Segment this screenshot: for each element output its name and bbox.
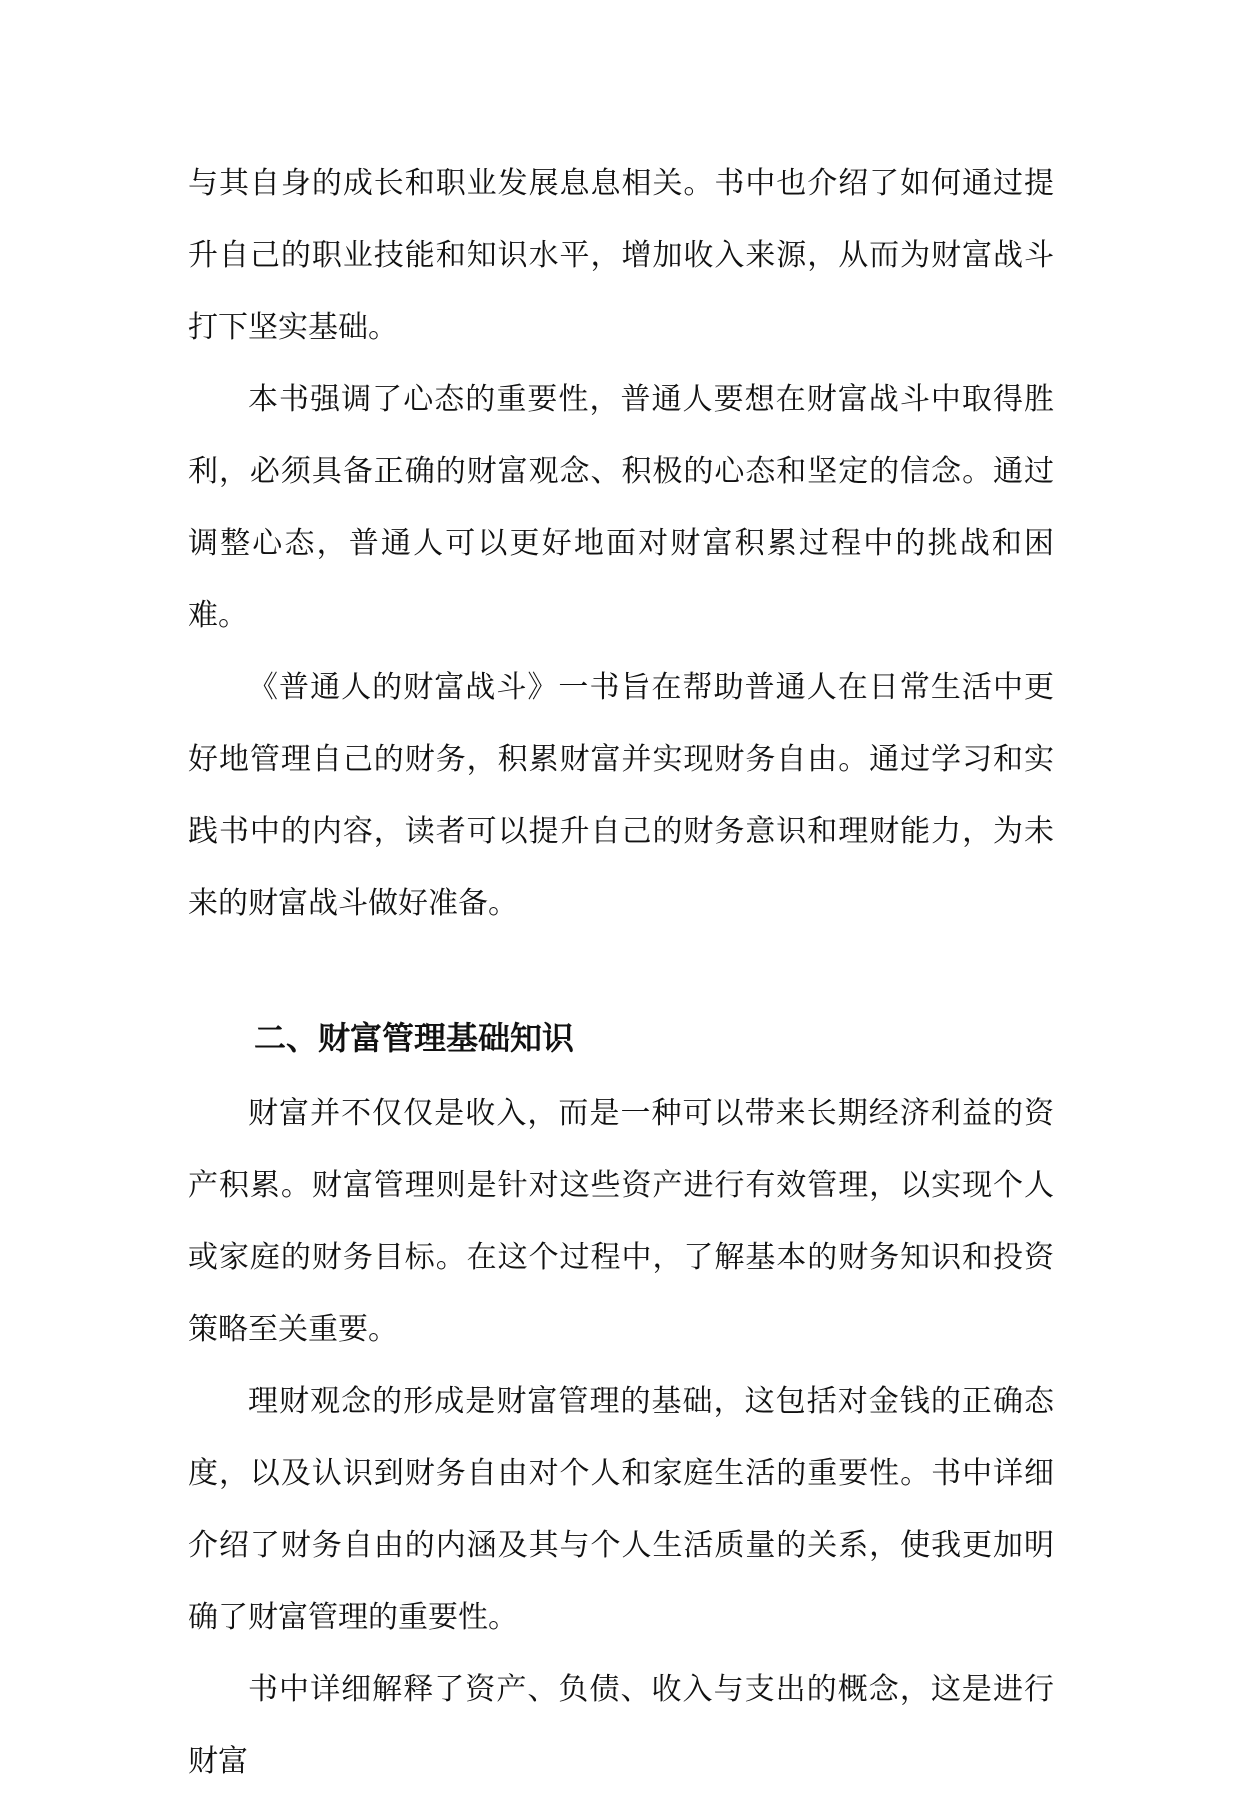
paragraph-book-purpose: 《普通人的财富战斗》一书旨在帮助普通人在日常生活中更好地管理自己的财务，积累财富并实现财务自由。通过学习和实践书中的内容，读者可以提升自己的财务意识和理财能力，为未来的财富战斗做好准备。: [188, 670, 1054, 921]
section-heading: 二、财富管理基础知识: [254, 1019, 575, 1057]
paragraph-mindset: 本书强调了心态的重要性，普通人要想在财富战斗中取得胜利，必须具备正确的财富观念、积极的心态和坚定的信念。通过调整心态，普通人可以更好地面对财富积累过程中的挑战和困难。: [188, 382, 1054, 633]
paragraph-assets-liabilities: 书中详细解释了资产、负债、收入与支出的概念，这是进行财富: [188, 1672, 1054, 1779]
document-body: [188, 148, 1054, 1798]
paragraph-financial-concept: 理财观念的形成是财富管理的基础，这包括对金钱的正确态度，以及认识到财务自由对个人和家庭生活的重要性。书中详细介绍了财务自由的内涵及其与个人生活质量的关系，使我更加明确了财富管理的重要性。: [188, 1384, 1054, 1635]
paragraph-wealth-definition: 财富并不仅仅是收入，而是一种可以带来长期经济利益的资产积累。财富管理则是针对这些资产进行有效管理，以实现个人或家庭的财务目标。在这个过程中，了解基本的财务知识和投资策略至关重要。: [188, 1096, 1054, 1347]
paragraph-continuation: 与其自身的成长和职业发展息息相关。书中也介绍了如何通过提升自己的职业技能和知识水平，增加收入来源，从而为财富战斗打下坚实基础。: [188, 166, 1054, 345]
